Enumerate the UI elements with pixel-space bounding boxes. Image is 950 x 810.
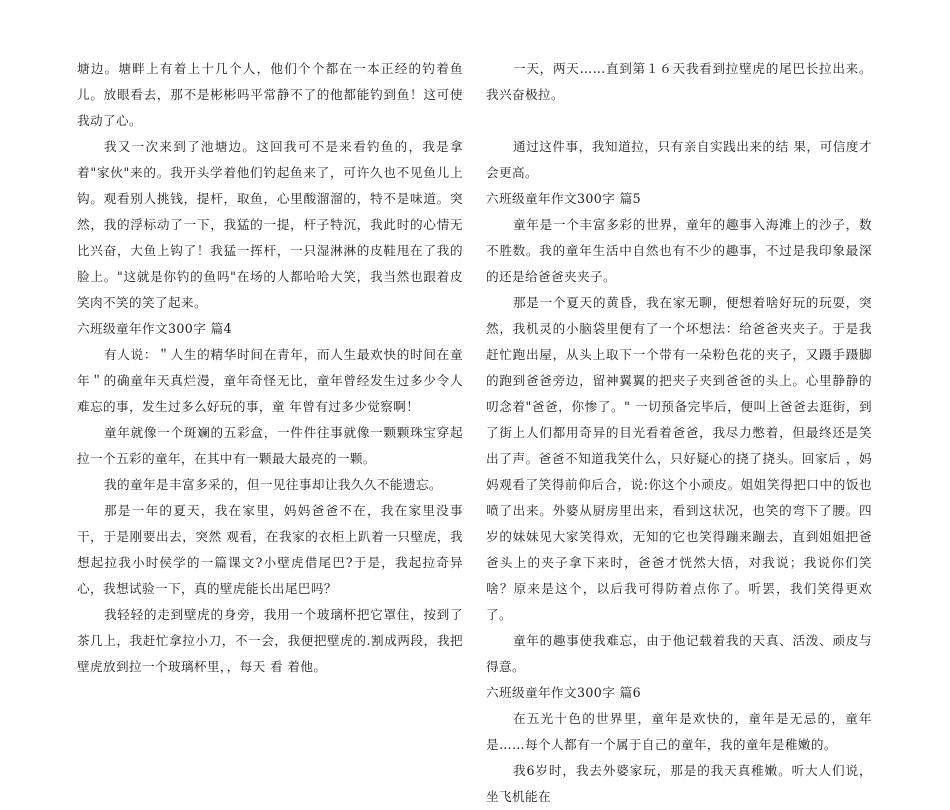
paragraph: 一天，两天……直到第１６天我看到拉壁虎的尾巴长拉出来。我兴奋极拉。 bbox=[486, 61, 872, 102]
paragraph: 我又一次来到了池塘边。这回我可不是来看钓鱼的，我是拿着"家伙"来的。我开头学着他们钓起鱼来了，可许久也不见鱼儿上钩。观看别人挑钱，提杆，取鱼，心里酸溜溜的，特不是味道。突然，我的浮标动了一下，我猛的一提，杆子特沉，我此时的心情无比兴奋，大鱼上钩了！我猛一挥杆，一只湿淋淋的皮鞋甩在了我的脸上。"这就是你钓的鱼吗"在场的人都哈哈大笑，我当然也跟着皮笑肉不笑的笑了起来。 bbox=[77, 139, 463, 310]
section-heading: 六班级童年作文300字 篇4 bbox=[77, 321, 232, 336]
paragraph: 童年是一个丰富多彩的世界，童年的趣事入海滩上的沙子，数不胜数。我的童年生活中自然也有不少的趣事，不过是我印象最深的还是给爸爸夹夹子。 bbox=[486, 217, 872, 284]
left-column bbox=[77, 56, 463, 680]
paragraph: 通过这件事，我知道拉，只有亲自实践出来的结 果，可信度才会更高。 bbox=[486, 139, 872, 180]
paragraph: 有人说：＂人生的精华时间在青年，而人生最欢快的时间在童年＂的确童年天真烂漫，童年奇怪无比，童年曾经发生过多少令人难忘的事，发生过多么好玩的事，童 年曾有过多少觉察啊！ bbox=[77, 347, 463, 414]
paragraph: 塘边。塘畔上有着上十几个人，他们个个都在一本正经的钓着鱼儿。放眼看去，那不是彬彬吗平常静不了的他都能钓到鱼！这可使我动了心。 bbox=[77, 61, 463, 128]
paragraph: 童年的趣事使我难忘，由于他记载着我的天真、活泼、顽皮与得意。 bbox=[486, 633, 872, 674]
right-column bbox=[486, 56, 872, 810]
paragraph: 在五光十色的世界里，童年是欢快的，童年是无忌的，童年是……每个人都有一个属于自己的童年，我的童年是稚嫩的。 bbox=[486, 711, 872, 752]
section-heading: 六班级童年作文300字 篇5 bbox=[486, 191, 641, 206]
paragraph: 我的童年是丰富多采的，但一见往事却让我久久不能遗忘。 bbox=[104, 477, 442, 492]
paragraph: 那是一年的夏天，我在家里，妈妈爸爸不在，我在家里没事干，于是刚要出去，突然 观看，在我家的衣柜上趴着一只壁虎，我想起拉我小时侯学的一篇课文?小壁虎借尾巴?于是，我起拉奇异 心，我想试验一下，真的壁虎能长出尾巴吗？ bbox=[77, 503, 463, 596]
paragraph: 那是一个夏天的黄昏，我在家无聊，便想着啥好玩的玩耍，突然，我机灵的小脑袋里便有了一个坏想法：给爸爸夹夹子。于是我赶忙跑出屋，从头上取下一个带有一朵粉色花的夹子，又蹑手蹑脚的跑到爸爸旁边，留神翼翼的把夹子夹到爸爸的头上。心里静静的叨念着"爸爸，你惨了。" 一切预备完毕后，便叫上爸爸去逛街，到了街上人们都用奇异的目光看着爸爸，我尽力憋着，但最终还是笑出了声。爸爸不知道我笑什么，只好疑心的挠了挠头。回家后 ，妈妈观看了笑得前仰后合，说:你这个小顽皮。姐姐笑得把口中的饭也喷了出来。外婆从厨房里出来，看到这状况，也笑的弯下了腰。四岁的妹妹见大家笑得欢，无知的它也笑得蹦来蹦去，直到姐姐把爸爸头上的夹子拿下来时，爸爸才恍然大悟，对我说；我说你们笑啥？原来是这个，以后我可得防着点你了。听罢，我们笑得更欢了。 bbox=[486, 295, 872, 622]
paragraph: 童年就像一个斑斓的五彩盒，一件件往事就像一颗颗珠宝穿起拉一个五彩的童年，在其中有一颗最大最亮的一颗。 bbox=[77, 425, 463, 466]
paragraph: 我6岁时，我去外婆家玩，那是的我天真稚嫩。听大人们说，坐飞机能在 bbox=[486, 763, 872, 804]
section-heading: 六班级童年作文300字 篇6 bbox=[486, 685, 641, 700]
paragraph: 我轻轻的走到壁虎的身旁，我用一个玻璃杯把它罩住，按到了茶几上，我赶忙拿拉小刀，不一会，我便把壁虎的.割成两段，我把壁虎放到拉一个玻璃杯里，，每天 看 着他。 bbox=[77, 607, 463, 674]
